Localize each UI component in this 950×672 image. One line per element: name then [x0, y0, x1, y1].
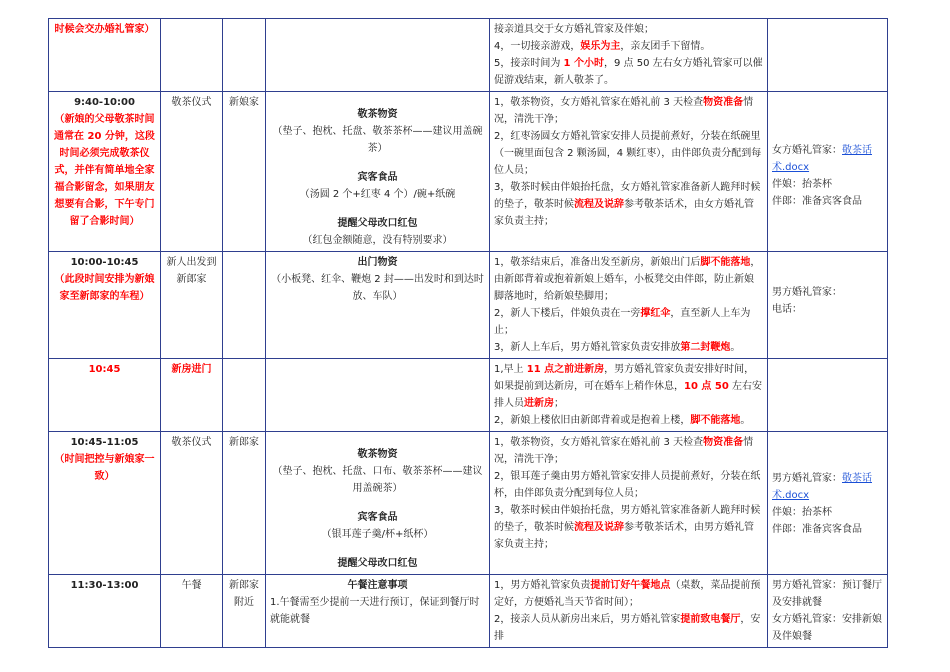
spacer [772, 434, 883, 470]
text-segment: 1,早上 [494, 364, 527, 375]
highlight-text: 脚不能落地 [690, 415, 741, 426]
content-heading: 敬茶物资 [357, 449, 398, 460]
text-segment: 。 [730, 342, 741, 353]
description-cell [490, 432, 768, 575]
description-cell [490, 19, 768, 92]
content-detail: （红包金额随意，没有特别要求） [302, 235, 453, 246]
text-segment: ，男方婚礼管家负责安排好时间，如果提前到达新房，可在婚车上稍作休息， [494, 364, 755, 392]
place-cell [223, 359, 266, 432]
text-segment: ，9 点 50 左右女方婚礼管家可以催促游戏结束，新人敬茶了。 [494, 58, 763, 86]
content-heading: 提醒父母改口红包 [337, 218, 418, 229]
description-line [494, 434, 763, 468]
text-segment: 3，新人上车后，男方婚礼管家负责安排放 [494, 342, 681, 353]
description-cell [490, 359, 768, 432]
description-line [494, 412, 763, 429]
text-segment: 2，新娘上楼依旧由新郎背着或是抱着上楼， [494, 415, 691, 426]
text-segment: 。 [740, 415, 751, 426]
responsible-cell [768, 359, 888, 432]
schedule-table-body [49, 19, 888, 648]
time-cell [49, 432, 161, 575]
place-cell [223, 19, 266, 92]
highlight-text: 提前致电餐厅 [680, 614, 741, 625]
highlight-text: 撑红伞 [640, 308, 671, 319]
content-detail: （银耳莲子羹/杯+纸杯） [321, 529, 434, 540]
text-segment: 情况，清洗干净； [494, 97, 754, 125]
responsible-line [772, 301, 883, 318]
text-segment: 4，一切接亲游戏， [494, 41, 581, 52]
time-range: 10:45-11:05 [70, 437, 139, 448]
highlight-text: 11 点之前进新房 [526, 364, 605, 375]
time-range: 11:30-13:00 [70, 580, 139, 591]
item-cell: 午餐 [161, 575, 223, 648]
time-cell [49, 252, 161, 359]
description-line [494, 128, 763, 179]
spacer [270, 543, 485, 555]
text-segment: ，由新郎背着或抱着新娘上婚车，小板凳交由伴郎，防止新娘脚落地时，给新娘垫脚用； [494, 257, 761, 302]
highlight-text: 进新房 [524, 398, 554, 409]
text-segment: 2，接亲人员从新房出来后，男方婚礼管家 [494, 614, 681, 625]
text-segment: 3，敬茶时候由伴娘抬托盘，男方婚礼管家准备新人跪拜时候的垫子，敬茶时候 [494, 505, 761, 533]
spacer [270, 157, 485, 169]
responsible-text: 伴娘：抬茶杯 [772, 179, 832, 190]
place-cell [223, 252, 266, 359]
responsible-line [772, 521, 883, 538]
time-range: 10:00-10:45 [70, 257, 139, 268]
text-segment: 2，银耳莲子羹由男方婚礼管家安排人员提前煮好，分装在纸杯，由伴郎负责分配到每位人员； [494, 471, 761, 499]
responsible-line [772, 504, 883, 521]
place-cell: 新娘家 [223, 92, 266, 252]
spacer [270, 434, 485, 446]
responsible-cell [768, 92, 888, 252]
item-cell: 新人出发到新郎家 [161, 252, 223, 359]
text-segment: 参考敬茶话术，由女方婚礼管家负责主持； [494, 199, 754, 227]
text-segment: 2，红枣汤圆女方婚礼管家安排人员提前煮好，分装在纸碗里（一碗里面包含 2 颗汤圆，4 颗红枣），由伴郎负责分配到每位人员； [494, 131, 762, 176]
content-cell [266, 92, 490, 252]
highlight-text: 1 个小时 [563, 58, 604, 69]
script-link[interactable]: 敬茶话术.docx [772, 473, 872, 501]
text-segment: 左右安排人员 [494, 381, 762, 409]
script-link[interactable]: 敬茶话术.docx [772, 145, 872, 173]
text-segment: ； [554, 398, 564, 409]
highlight-text: 10 点 50 [684, 381, 729, 392]
time-cell [49, 92, 161, 252]
description-line [494, 339, 763, 356]
place-cell: 新郎家附近 [223, 575, 266, 648]
content-detail: 1.午餐需至少提前一天进行预订，保证到餐厅时就能就餐 [270, 597, 480, 625]
content-cell [266, 359, 490, 432]
time-cell [49, 359, 161, 432]
schedule-row [49, 432, 888, 575]
schedule-table [48, 18, 888, 648]
responsible-text: 男方婚礼管家： [772, 473, 842, 484]
highlight-text: 物资准备 [703, 437, 744, 448]
description-line [494, 361, 763, 412]
description-line [494, 502, 763, 553]
responsible-text: 女方婚礼管家： [772, 145, 842, 156]
content-cell [266, 575, 490, 648]
schedule-row [49, 252, 888, 359]
responsible-text: 伴娘：抬茶杯 [772, 507, 832, 518]
spacer [270, 203, 485, 215]
description-line [494, 305, 763, 339]
time-cell [49, 575, 161, 648]
text-segment: （桌数，菜品提前预定好，方便婚礼当天节省时间）； [494, 580, 761, 608]
time-cell [49, 19, 161, 92]
text-segment: 1，敬茶结束后，准备出发至新房，新娘出门后 [494, 257, 701, 268]
responsible-cell [768, 432, 888, 575]
content-heading: 午餐注意事项 [347, 580, 408, 591]
spacer [270, 94, 485, 106]
content-cell [266, 19, 490, 92]
highlight-text: 提前订好午餐地点 [590, 580, 671, 591]
time-range: 9:40-10:00 [74, 97, 135, 108]
description-cell [490, 252, 768, 359]
description-line [494, 55, 763, 89]
text-segment: 1，男方婚礼管家负责 [494, 580, 591, 591]
schedule-row [49, 92, 888, 252]
description-line [494, 179, 763, 230]
responsible-text: 女方婚礼管家：安排新娘及伴娘餐 [772, 614, 882, 642]
text-segment: 参考敬茶话术，由男方婚礼管家负责主持； [494, 522, 754, 550]
spacer [772, 94, 883, 142]
time-note: 时候会交办婚礼管家） [54, 24, 155, 35]
highlight-text: 物资准备 [703, 97, 744, 108]
highlight-text: 第二封鞭炮 [680, 342, 731, 353]
content-detail: （垫子、抱枕、托盘、口布、敬茶茶杯——建议用盖碗茶） [272, 466, 483, 494]
content-cell [266, 252, 490, 359]
content-detail: （垫子、抱枕、托盘、敬茶茶杯——建议用盖碗茶） [272, 126, 483, 154]
responsible-line [772, 470, 883, 504]
text-segment: 1，敬茶物资，女方婚礼管家在婚礼前 3 天检查 [494, 97, 704, 108]
text-segment: ，直至新人上车为止； [494, 308, 751, 336]
content-heading: 提醒父母改口红包 [337, 558, 418, 569]
responsible-cell [768, 19, 888, 92]
content-heading: 宾客食品 [357, 512, 398, 523]
item-cell: 新房进门 [161, 359, 223, 432]
text-segment: ，安排 [494, 614, 761, 642]
schedule-row [49, 575, 888, 648]
content-detail: （汤圆 2 个+红枣 4 个）/碗+纸碗 [299, 189, 456, 200]
time-range: 10:45 [88, 364, 121, 375]
highlight-text: 流程及说辞 [574, 199, 624, 210]
responsible-line [772, 577, 883, 611]
description-line [494, 94, 763, 128]
responsible-text: 男方婚礼管家：预订餐厅及安排就餐 [772, 580, 882, 608]
highlight-text: 脚不能落地 [700, 257, 751, 268]
highlight-text: 流程及说辞 [574, 522, 624, 533]
spacer [270, 497, 485, 509]
responsible-text: 伴郎：准备宾客食品 [772, 196, 862, 207]
schedule-row [49, 19, 888, 92]
content-cell [266, 432, 490, 575]
responsible-text: 男方婚礼管家： [772, 287, 842, 298]
text-segment: 情况，清洗干净； [494, 437, 754, 465]
responsible-line [772, 193, 883, 210]
responsible-line [772, 284, 883, 301]
description-line [494, 38, 763, 55]
spacer [772, 254, 883, 284]
responsible-line [772, 142, 883, 176]
text-segment: 3，敬茶时候由伴娘抬托盘，女方婚礼管家准备新人跪拜时候的垫子，敬茶时候 [494, 182, 761, 210]
description-line [494, 611, 763, 645]
time-note: （此段时间安排为新娘家至新郎家的车程） [54, 274, 155, 302]
highlight-text: 娱乐为主 [580, 41, 621, 52]
item-cell: 敬茶仪式 [161, 432, 223, 575]
description-cell [490, 575, 768, 648]
text-segment: 接亲道具交于女方婚礼管家及伴娘； [494, 24, 654, 35]
text-segment: 1，敬茶物资，女方婚礼管家在婚礼前 3 天检查 [494, 437, 704, 448]
schedule-row [49, 359, 888, 432]
responsible-cell [768, 252, 888, 359]
description-line [494, 468, 763, 502]
content-detail: （小板凳、红伞、鞭炮 2 封——出发时和到达时放、车队） [271, 274, 484, 302]
content-heading: 出门物资 [357, 257, 398, 268]
content-heading: 宾客食品 [357, 172, 398, 183]
item-cell: 敬茶仪式 [161, 92, 223, 252]
responsible-cell [768, 575, 888, 648]
responsible-line [772, 176, 883, 193]
text-segment: 2，新人下楼后，伴娘负责在一旁 [494, 308, 641, 319]
responsible-line [772, 611, 883, 645]
time-note: （新娘的父母敬茶时间通常在 20 分钟，这段时间必须完成敬茶仪式，并伴有简单地全家福合影留念，如果朋友想要有合影，下午专门留了合影时间） [54, 114, 155, 227]
place-cell: 新郎家 [223, 432, 266, 575]
responsible-text: 电话： [772, 304, 802, 315]
time-note: （时间把控与新娘家一致） [54, 454, 155, 482]
text-segment: 5，接亲时间为 [494, 58, 564, 69]
description-line [494, 577, 763, 611]
text-segment: ，亲友团手下留情。 [620, 41, 711, 52]
item-cell [161, 19, 223, 92]
description-line [494, 254, 763, 305]
responsible-text: 伴郎：准备宾客食品 [772, 524, 862, 535]
description-cell [490, 92, 768, 252]
description-line [494, 21, 763, 38]
content-heading: 敬茶物资 [357, 109, 398, 120]
